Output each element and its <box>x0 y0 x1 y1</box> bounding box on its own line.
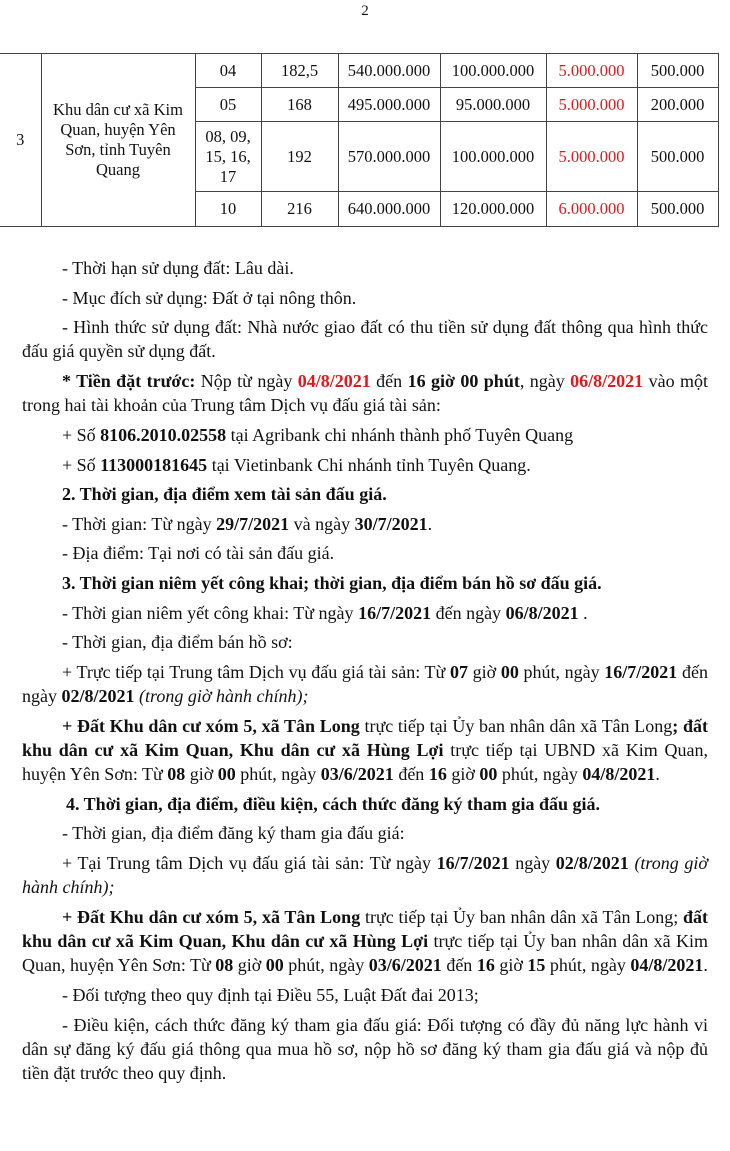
auction-lots-table <box>0 53 719 227</box>
step-cell: 6.000.000 <box>546 192 637 227</box>
viewing-location: - Địa điểm: Tại nơi có tài sản đấu giá. <box>62 543 335 564</box>
registration-conditions: - Điều kiện, cách thức đăng ký tham gia đấu giá: Đối tượng có đầy đủ năng lực hành vi dân sự đăng ký đấu giá thông qua mua hồ sơ, nộp hồ sơ đăng ký tham gia đấu giá và nộp đủ tiền đặt trước theo quy định. <box>22 1014 708 1084</box>
bank-account-vietinbank: + Số 113000181645 tại Vietinbank Chi nhánh tỉnh Tuyên Quang. <box>62 454 531 475</box>
lot-cell: 04 <box>195 54 261 88</box>
lot-cell: 08, 09, 15, 16, 17 <box>195 122 261 192</box>
fee-cell: 500.000 <box>637 54 718 88</box>
location-cell: Khu dân cư xã Kim Quan, huyện Yên Sơn, tỉnh Tuyên Quang <box>41 54 195 227</box>
deposit-cell: 120.000.000 <box>440 192 546 227</box>
start-price-cell: 570.000.000 <box>338 122 440 192</box>
sale-time-location-label: - Thời gian, địa điểm bán hồ sơ: <box>62 632 293 653</box>
area-cell: 182,5 <box>261 54 338 88</box>
start-price-cell: 495.000.000 <box>338 88 440 122</box>
start-price-cell: 640.000.000 <box>338 192 440 227</box>
area-cell: 168 <box>261 88 338 122</box>
document-body <box>22 256 708 1091</box>
registration-at-commune: + Đất Khu dân cư xóm 5, xã Tân Long trực tiếp tại Ủy ban nhân dân xã Tân Long; đất khu dân cư xã Kim Quan, Khu dân cư xã Hùng Lợi trực tiếp tại Ủy ban nhân dân xã Kim Quan, huyện Yên Sơn: Từ 08 giờ 00 phút, ngày 03/6/2021 đến 16 giờ 15 phút, ngày 04/8/2021. <box>22 906 708 976</box>
fee-cell: 500.000 <box>637 122 718 192</box>
land-use-term: - Thời hạn sử dụng đất: Lâu dài. <box>62 258 294 278</box>
step-cell: 5.000.000 <box>546 88 637 122</box>
sale-at-center: + Trực tiếp tại Trung tâm Dịch vụ đấu giá tài sản: Từ 07 giờ 00 phút, ngày 16/7/2021 đến ngày 02/8/2021 (trong giờ hành chính); <box>22 661 708 707</box>
fee-cell: 200.000 <box>637 88 718 122</box>
bank-account-agribank: + Số 8106.2010.02558 tại Agribank chi nhánh thành phố Tuyên Quang <box>62 424 574 445</box>
land-use-purpose: - Mục đích sử dụng: Đất ở tại nông thôn. <box>62 287 357 308</box>
posting-time: - Thời gian niêm yết công khai: Từ ngày 16/7/2021 đến ngày 06/8/2021 . <box>62 602 588 623</box>
step-cell: 5.000.000 <box>546 122 637 192</box>
step-cell: 5.000.000 <box>546 54 637 88</box>
deposit-cell: 100.000.000 <box>440 54 546 88</box>
registration-label: - Thời gian, địa điểm đăng ký tham gia đấu giá: <box>62 823 405 844</box>
page-number: 2 <box>361 3 369 19</box>
viewing-time: - Thời gian: Từ ngày 29/7/2021 và ngày 30/7/2021. <box>62 513 433 534</box>
area-cell: 216 <box>261 192 338 227</box>
deposit-cell: 100.000.000 <box>440 122 546 192</box>
area-cell: 192 <box>261 122 338 192</box>
section-heading-2: 2. Thời gian, địa điểm xem tài sản đấu giá. <box>62 484 387 505</box>
deposit-cell: 95.000.000 <box>440 88 546 122</box>
start-price-cell: 540.000.000 <box>338 54 440 88</box>
registration-at-center: + Tại Trung tâm Dịch vụ đấu giá tài sản: Từ ngày 16/7/2021 ngày 02/8/2021 (trong giờ hành chính); <box>22 852 708 898</box>
sale-at-commune: + Đất Khu dân cư xóm 5, xã Tân Long trực tiếp tại Ủy ban nhân dân xã Tân Long; đất khu dân cư xã Kim Quan, Khu dân cư xã Hùng Lợi trực tiếp tại UBND xã Kim Quan, huyện Yên Sơn: Từ 08 giờ 00 phút, ngày 03/6/2021 đến 16 giờ 00 phút, ngày 04/8/2021. <box>22 715 708 785</box>
section-heading-4: 4. Thời gian, địa điểm, điều kiện, cách thức đăng ký tham gia đấu giá. <box>66 793 601 814</box>
fee-cell: 500.000 <box>637 192 718 227</box>
section-heading-3: 3. Thời gian niêm yết công khai; thời gian, địa điểm bán hồ sơ đấu giá. <box>62 572 602 593</box>
land-use-form: - Hình thức sử dụng đất: Nhà nước giao đất có thu tiền sử dụng đất thông qua hình thức đấu giá quyền sử dụng đất. <box>22 317 708 362</box>
eligible-subjects: - Đối tượng theo quy định tại Điều 55, Luật Đất đai 2013; <box>62 985 479 1006</box>
stt-cell: 3 <box>0 54 41 227</box>
deposit-paragraph: * Tiền đặt trước: Nộp từ ngày 04/8/2021 đến 16 giờ 00 phút, ngày 06/8/2021 vào một trong hai tài khoản của Trung tâm Dịch vụ đấu giá tài sản: <box>22 371 708 416</box>
lot-cell: 05 <box>195 88 261 122</box>
table-row <box>0 54 718 88</box>
lot-cell: 10 <box>195 192 261 227</box>
